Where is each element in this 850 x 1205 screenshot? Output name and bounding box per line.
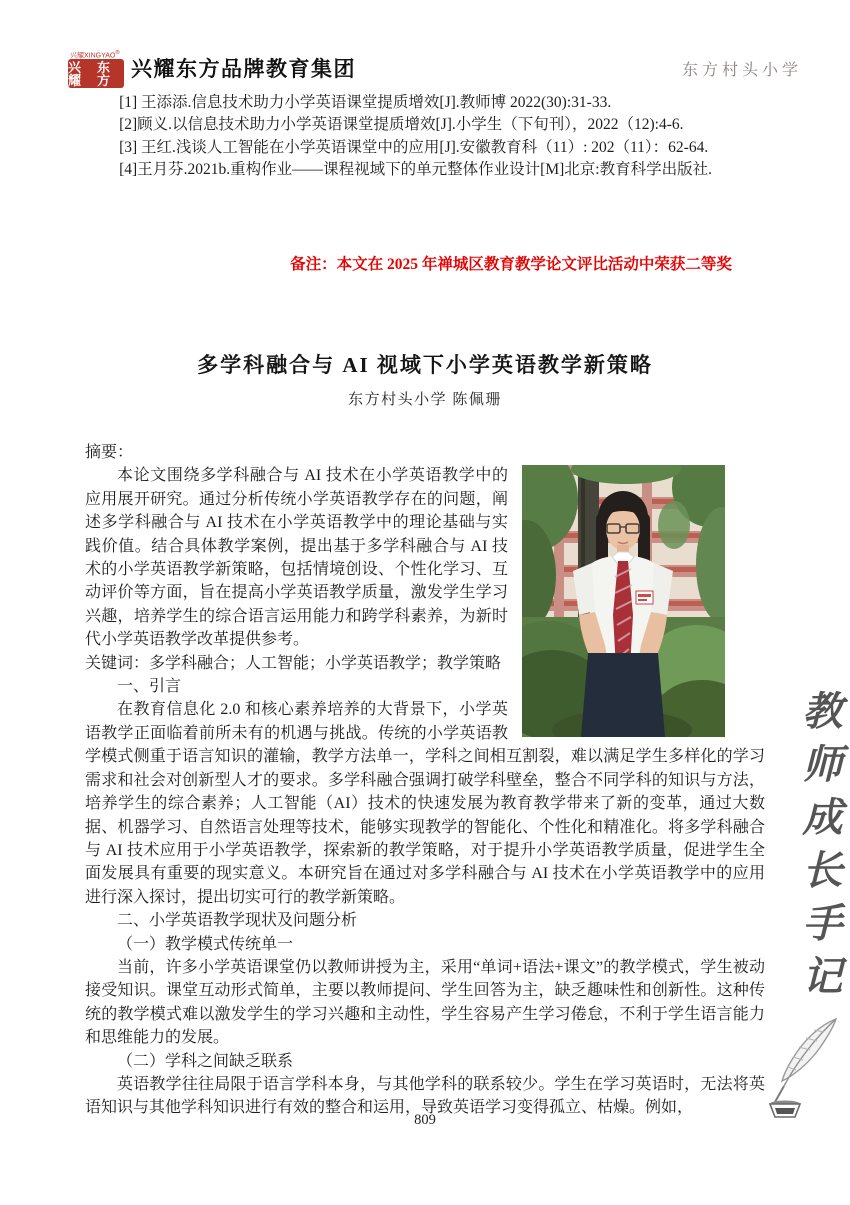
teacher-photo-illustration: [522, 465, 725, 737]
reference-item: [2]顾义.以信息技术助力小学英语课堂提质增效[J].小学生（下旬刊），2022（12):4-6.: [119, 116, 684, 134]
quill-ink-icon: [762, 1016, 844, 1120]
article-author: 东方村头小学 陈佩珊: [348, 392, 502, 408]
registered-trademark-icon: ®: [115, 50, 120, 56]
logo-seal-text-2: 东方: [97, 59, 112, 88]
reference-item: [1] 王添添.信息技术助力小学英语课堂提质增效[J].教师博 2022(30):31-33.: [119, 94, 612, 111]
keywords-line: 关键词：多学科融合；人工智能；小学英语教学；教学策略: [85, 654, 502, 672]
logo-microtext: 兴耀XINGYAO®: [70, 50, 120, 60]
page-number: 809: [414, 1112, 436, 1128]
section-paragraph: 当前，许多小学英语课堂仍以教师讲授为主，采用“单词+语法+课文”的教学模式，学生被动接受知识。课堂互动形式简单，主要以教师提问、学生回答为主，缺乏趣味性和创新性。这种传统的教学模式难以激发学生的学习兴趣和主动性，学生容易产生学习倦怠，不利于学生语言能力和思维能力的发展。: [85, 958, 765, 1047]
teacher-photo: [522, 465, 725, 737]
section-heading: （一）教学模式传统单一: [117, 935, 294, 953]
group-seal-logo: [68, 50, 130, 92]
reference-item: [4]王月芬.2021b.重构作业——课程视域下的单元整体作业设计[M]北京:教育科学出版社.: [119, 161, 712, 179]
abstract-text: 本论文围绕多学科融合与 AI 技术在小学英语教学中的应用展开研究。通过分析传统小学英语教学存在的问题，阐述多学科融合与 AI 技术在小学英语教学中的理论基础与实践价值。结合具体教学案例，提出基于多学科融合与 AI 技术的小学英语教学新策略，包括情境创设、个性化学习、互动评价等方面，旨在提高小学英语教学质量，激发学生学习兴趣，培养学生的综合语言运用能力和跨学科素养，为新时代小学英语教学改革提供参考。: [85, 467, 508, 649]
reference-item: [3] 王红.浅谈人工智能在小学英语课堂中的应用[J].安徽教育科（11）: 202（11）：62-64.: [119, 138, 709, 156]
company-name: 兴耀东方品牌教育集团: [131, 57, 356, 81]
article-body: [85, 441, 765, 1120]
section-heading: 一、引言: [117, 678, 182, 696]
section-paragraph: 在教育信息化 2.0 和核心素养培养的大背景下，小学英语教学正面临着前所未有的机遇与挑战。传统的小学英语教学模式侧重于语言知识的灌输，教学方法单一，学科之间相互割裂，难以满足学生多样化的学习需求和社会对创新型人才的要求。多学科融合强调打破学科壁垒，整合不同学科的知识与方法，培养学生的综合素养；人工智能（AI）技术的快速发展为教育教学带来了新的变革，通过大数据、机器学习、自然语言处理等技术，能够实现教学的智能化、个性化和精准化。将多学科融合与 AI 技术应用于小学英语教学，探索新的教学策略，对于提升小学英语教学质量，促进学生全面发展具有重要的现实意义。本研究旨在通过对多学科融合与 AI 技术在小学英语教学中的应用进行深入探讨，提出切实可行的教学新策略。: [85, 701, 765, 906]
abstract-label: 摘要：: [85, 444, 134, 461]
references-list: [85, 92, 765, 182]
school-name: 东方村头小学: [681, 62, 802, 79]
logo-seal-text-1: 兴耀: [68, 59, 83, 88]
seal-icon: [68, 59, 124, 88]
section-paragraph: 英语教学往往局限于语言学科本身，与其他学科的联系较少。学生在学习英语时，无法将英语知识与其他学科知识进行有效的整合和运用，导致英语学习变得孤立、枯燥。例如，: [85, 1075, 765, 1117]
article-title: 多学科融合与 AI 视域下小学英语教学新策略: [197, 353, 653, 377]
section-heading: （二）学科之间缺乏联系: [117, 1052, 294, 1070]
vertical-calligraphy-title: 教师成长手记: [797, 690, 842, 1008]
section-heading: 二、小学英语教学现状及问题分析: [117, 912, 358, 930]
award-note: 备注：本文在 2025 年禅城区教育教学论文评比活动中荣获二等奖: [290, 256, 732, 273]
